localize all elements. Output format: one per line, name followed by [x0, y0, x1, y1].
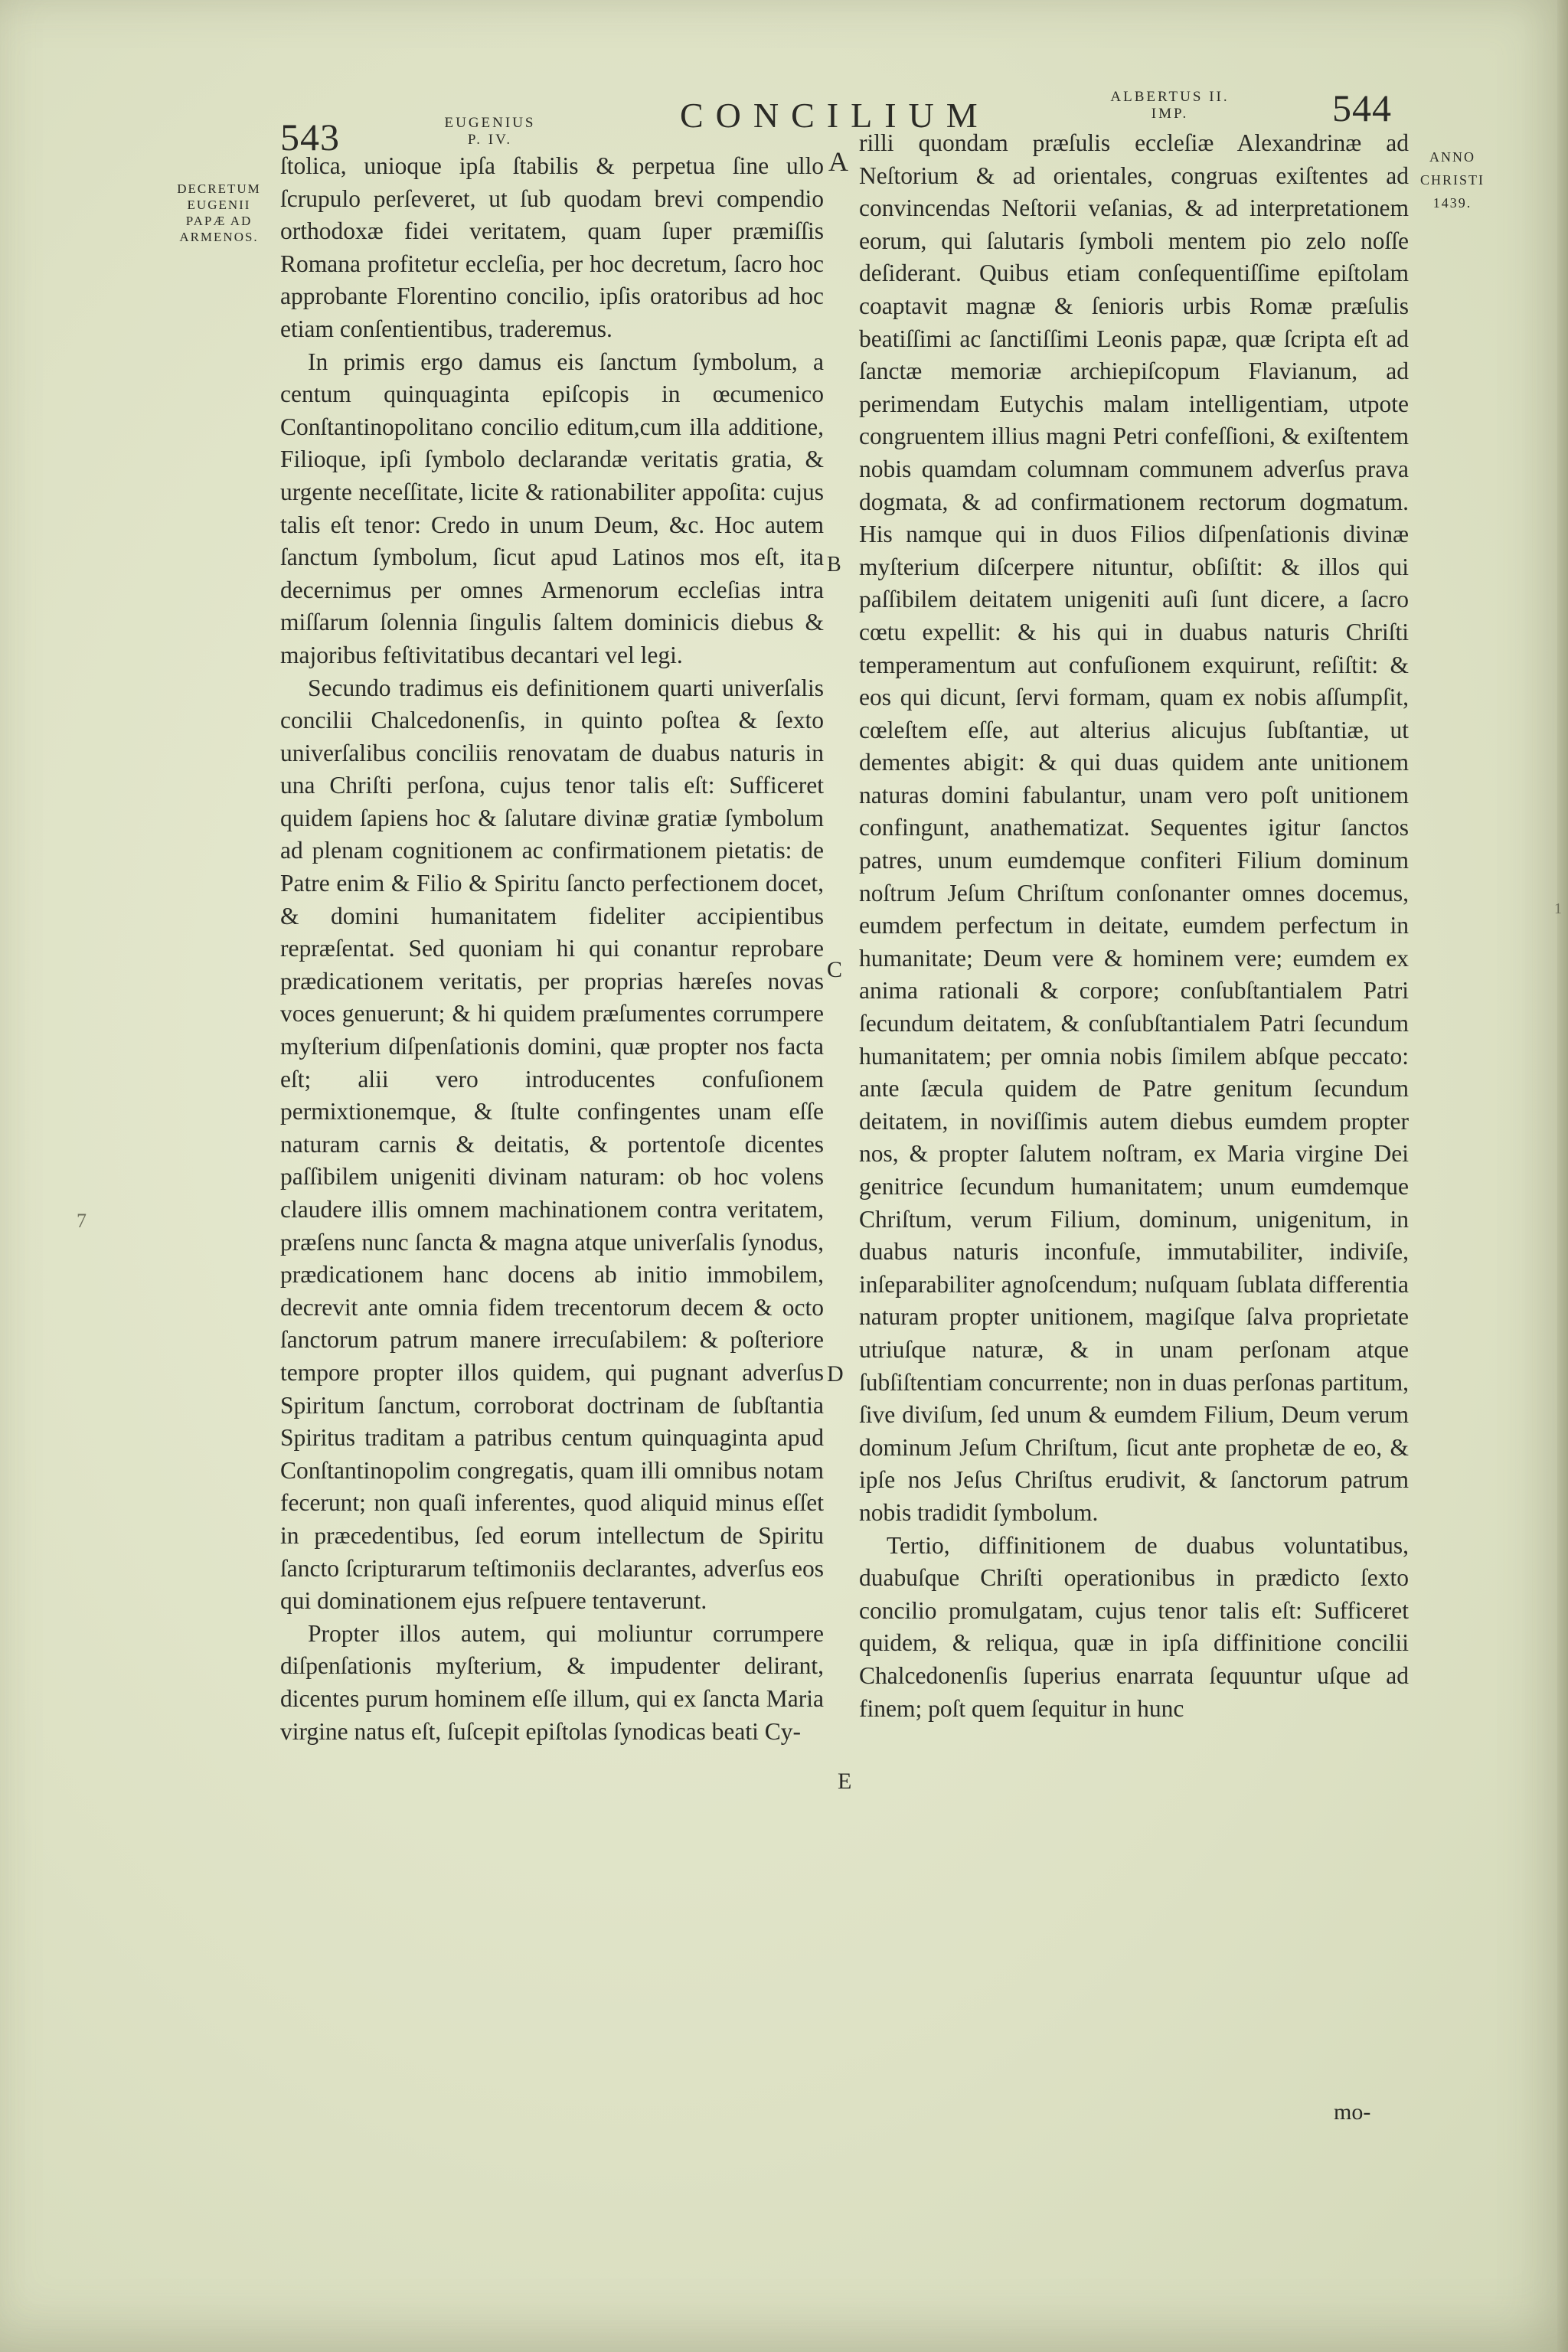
right-note-line: CHRISTI: [1419, 172, 1485, 188]
stray-mark-right: 1: [1554, 900, 1562, 917]
catchword: mo-: [1334, 2099, 1371, 2125]
right-paragraph-2: Tertio, diffinitionem de duabus voluntatibus, duabuſque Chriſti operationibus in prædicto ſexto concilio promulgatam, cujus tenor talis eſt: Sufficeret quidem, & reliqua, quæ in ipſa diffinitione concilii Chalcedonenſis ſuperius enarrata ſequuntur uſque ad finem; poſt quem ſequitur in hunc: [859, 1531, 1409, 1722]
left-margin-note: [172, 181, 266, 245]
right-margin-note: [1403, 145, 1502, 214]
right-tag-line1: ALBERTUS II.: [1110, 89, 1230, 105]
right-paragraph-1: rilli quondam præſulis eccleſiæ Alexandrinæ ad Neſtorium & ad orientales, congruas exiſtentes ad convincendas Neſtorii veſanias, & ad interpretationem eorum, qui ſalutaris ſymboli mentem pio zelo noſſe deſiderant. Quibus etiam conſequentiſſime epiſtolam coaptavit magnæ & ſenioris urbis Romæ præſulis beatiſſimi ac ſanctiſſimi Leonis papæ, quæ ſcripta eſt ad ſanctæ memoriæ archiepiſcopum Flavianum, ad perimendam Eutychis malam intelligentiam, utpote congruentem illius magni Petri confeſſioni, & exiſtentem nobis quamdam columnam communem adverſus prava dogmata, & ad confirmationem rectorum dogmatum. His namque qui in duos Filios diſpenſationis divinæ myſterium diſcerpere nituntur, obſiſtit: & illos qui paſſibilem deitatem unigeniti auſi ſunt dicere, a ſacro cœtu expellit: & his qui in duabus naturis Chriſti temperamentum aut confuſionem exquirunt, reſiſtit: & eos qui dicunt, ſervi formam, quam ex nobis aſſumpſit, cœleſtem eſſe, aut alterius alicujus ſubſtantiæ, ut dementes abigit: & qui duas quidem ante unitionem naturas domini fabulantur, unam vero poſt unitionem confingunt, anathematizat. Sequentes igitur ſanctos patres, unum eumdemque confiteri Filium dominum noſtrum Jeſum Chriſtum conſonanter omnes docemus, eumdem perfectum in deitate, eumdem perfectum in humanitate; Deum vere & hominem vere; eumdem ex anima rationali & corpore; conſubſtantialem Patri ſecundum deitatem, & conſubſtantialem Patri ſecundum humanitatem; per omnia nobis ſimilem abſque peccato: ante ſæcula quidem de Patre genitum ſecundum deitatem, in noviſſimis autem diebus eumdem propter nos, & propter ſalutem noſtram, ex Maria virgine Dei genitrice ſecundum humanitatem; unum eumdemque Chriſtum, verum Filium, dominum, unigenitum, in duabus naturis inconfuſe, immutabiliter, indiviſe, inſeparabiliter agnoſcendum; nuſquam ſublata differentia naturam propter unitionem, magiſque ſalva proprietate utriuſque naturæ, & in unam perſonam atque ſubſiſtentiam concurrente; non in duas perſonas partitum, ſive diviſum, ſed unum & eumdem Filium, Deum verum dominum Jeſum Chriſtum, ſicut ante prophetæ de eo, & ipſe nos Jeſus Chriſtus erudivit, & ſanctorum patrum nobis tradidit ſymbolum.: [859, 129, 1409, 1526]
left-note-line: DECRETUM: [177, 181, 261, 196]
section-letter-c: C: [827, 957, 843, 982]
left-paragraph-1: ſtolica, unioque ipſa ſtabilis & perpetua ſine ullo ſcrupulo perſeveret, ut ſub quodam brevi compendio orthodoxæ fidei veritatem, quam ſuper præmiſſis Romana profitetur eccleſia, per hoc decretum, ſacro hoc approbante Florentino concilio, ipſis oratoribus ad hoc etiam conſentientibus, traderemus.: [280, 152, 824, 342]
right-column: [859, 127, 1409, 1725]
left-paragraph-3: Secundo tradimus eis definitionem quarti univerſalis concilii Chalcedonenſis, in quinto poſtea & ſexto univerſalibus conciliis renovatam de duabus naturis in una Chriſti perſona, cujus tenor talis eſt: Sufficeret quidem ſapiens hoc & ſalutare divinæ gratiæ ſymbolum ad plenam cognitionem ac confirmationem pietatis: de Patre enim & Filio & Spiritu ſancto perfectionem docet, & domini humanitatem fideliter accipientibus repræſentat. Sed quoniam hi qui conantur reprobare prædicationem veritatis, per proprias hæreſes novas voces genuerunt; & hi quidem præſumentes corrumpere myſterium diſpenſationis domini, quæ propter nos facta eſt; alii vero introducentes confuſionem permixtionemque, & ſtulte confingentes unam eſſe naturam carnis & deitatis, & portentoſe dicentes paſſibilem unigeniti divinam naturam: ob hoc volens claudere illis omnem machinationem contra veritatem, præſens nunc ſancta & magna atque univerſalis ſynodus, prædicationem hanc docens ab initio immobilem, decrevit ante omnia fidem trecentorum decem & octo ſanctorum patrum manere irrecuſabilem: & poſteriore tempore propter illos quidem, qui pugnant adverſus Spiritum ſanctum, corroborat doctrinam de ſubſtantia Spiritus traditam a patribus centum quinquaginta apud Conſtantinopolim congregatis, quam illi omnibus notam fecerunt; non quaſi inferentes, quod aliquid minus eſſet in præcedentibus, ſed eorum intellectum de Spiritu ſancto ſcripturarum teſtimoniis declarantes, adverſus eos qui dominationem ejus reſpuere tentaverunt.: [280, 674, 824, 1615]
section-letter-e: E: [838, 1769, 852, 1794]
section-letter-d: D: [827, 1361, 844, 1387]
left-note-line: ARMENOS.: [179, 230, 259, 244]
left-column: [280, 150, 824, 1748]
left-tag-line2: P. IV.: [467, 132, 513, 148]
stray-mark-left: 7: [77, 1210, 87, 1232]
page-number-right: 544: [1332, 87, 1392, 129]
right-note-line: 1439.: [1432, 195, 1472, 211]
right-note-line: ANNO: [1429, 149, 1475, 165]
left-paragraph-4: Propter illos autem, qui moliuntur corrumpere diſpenſationis myſterium, & impudenter delirant, dicentes purum hominem eſſe illum, qui ex ſancta Maria virgine natus eſt, ſuſcepit epiſtolas ſynodicas beati Cy-: [280, 1619, 824, 1745]
running-title: CONCILIUM: [680, 96, 990, 135]
left-paragraph-2: In primis ergo damus eis ſanctum ſymbolum, a centum quinquaginta epiſcopis in œcumenico Conſtantinopolitano concilio editum,cum illa additione, Filioque, ipſi ſymbolo declarandæ veritatis gratia, & urgente neceſſitate, licite & rationabiliter appoſita: cujus talis eſt tenor: Credo in unum Deum, &c. Hoc autem ſanctum ſymbolum, ſicut apud Latinos mos eſt, ita decernimus per omnes Armenorum eccleſias intra miſſarum ſolennia ſingulis ſaltem dominicis diebus & majoribus feſtivitatibus decantari vel legi.: [280, 348, 824, 668]
left-note-line: EUGENII: [187, 198, 251, 212]
left-tag-line1: EUGENIUS: [444, 115, 536, 131]
page-number-left: 543: [280, 116, 340, 158]
page-edge: [1557, 0, 1568, 2352]
left-running-tag: [436, 115, 544, 149]
right-tag-line2: IMP.: [1151, 106, 1189, 122]
section-letter-b: B: [827, 553, 841, 577]
left-note-line: PAPÆ AD: [185, 214, 253, 228]
right-running-tag: [1086, 89, 1254, 122]
section-letter-a: A: [828, 146, 848, 177]
